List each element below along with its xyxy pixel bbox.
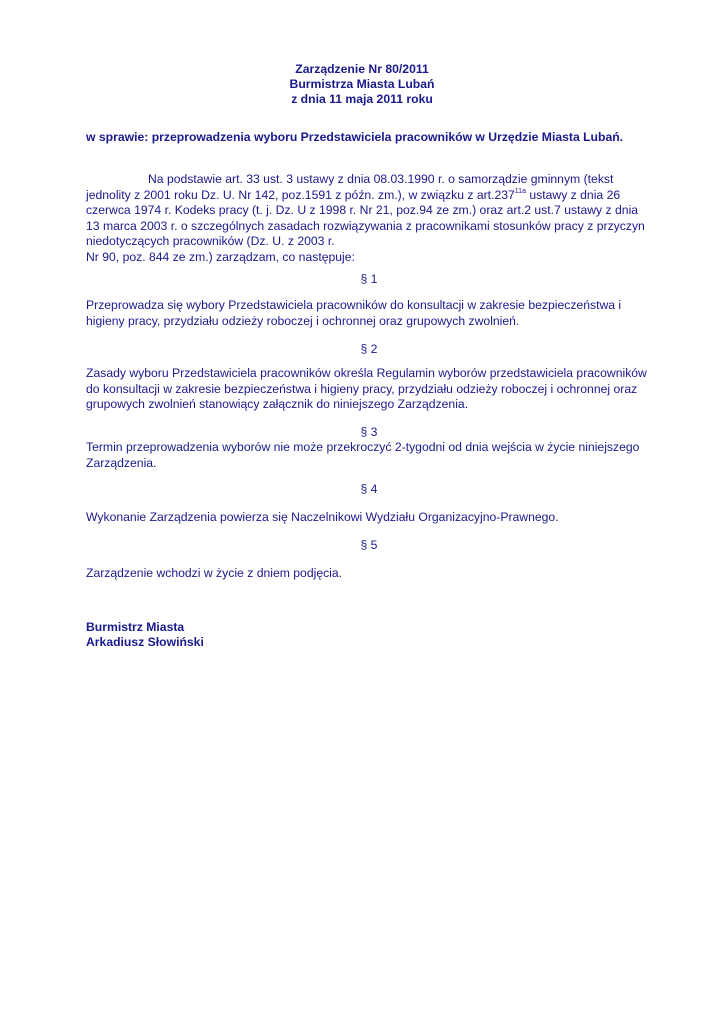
- preamble: [86, 172, 646, 265]
- section-1-text: [86, 298, 646, 329]
- section-4-text: [86, 510, 646, 526]
- section-mark-1: § 1: [360, 272, 378, 286]
- issuer: Burmistrza Miasta Lubań: [289, 77, 435, 91]
- signatory-title: Burmistrz Miasta: [86, 620, 185, 634]
- section-line: Zasady wyboru Przedstawiciela pracowników określa Regulamin wyborów przedstawiciela pracowników: [86, 366, 647, 380]
- preamble-line: czerwca 1974 r. Kodeks pracy (t. j. Dz. U z 1998 r. Nr 21, poz.94 ze zm.) oraz art.2 ust.7 ustawy z dnia: [86, 203, 639, 217]
- preamble-line: Nr 90, poz. 844 ze zm.) zarządzam, co następuje:: [86, 249, 355, 264]
- preamble-line: Na podstawie art. 33 ust. 3 ustawy z dnia 08.03.1990 r. o samorządzie gminnym (tekst: [148, 172, 614, 186]
- section-2-text: [86, 366, 646, 413]
- preamble-text: jednolity z 2001 roku Dz. U. Nr 142, poz.1591 z późn. zm.), w związku z art.237: [86, 187, 515, 202]
- section-line: Termin przeprowadzenia wyborów nie może przekroczyć 2-tygodni od dnia wejścia w życie niniejszego: [86, 440, 640, 454]
- section-line: do konsultacji w zakresie bezpieczeństwa i higieny pracy, przydziału odzieży roboczej i ochronnej oraz: [86, 381, 638, 396]
- section-3-text: [86, 440, 646, 471]
- section-mark-5: § 5: [360, 538, 378, 552]
- signatory-name: Arkadiusz Słowiński: [86, 635, 204, 649]
- preamble-line: [86, 188, 646, 204]
- section-mark-4: § 4: [360, 482, 378, 496]
- section-line: Zarządzenie wchodzi w życie z dniem podjęcia.: [86, 566, 343, 580]
- article-superscript: 11a: [514, 187, 526, 195]
- signature-block: [86, 620, 204, 650]
- section-mark-3: § 3: [360, 425, 378, 439]
- section-line: Zarządzenia.: [86, 455, 157, 470]
- section-line: grupowych zwolnień stanowiący załącznik do niniejszego Zarządzenia.: [86, 397, 469, 411]
- document-subject: w sprawie: przeprowadzenia wyboru Przedstawiciela pracowników w Urzędzie Miasta Lubań.: [86, 130, 624, 144]
- section-5-text: [86, 566, 646, 582]
- issue-date: z dnia 11 maja 2011 roku: [291, 92, 433, 106]
- section-line: Przeprowadza się wybory Przedstawiciela pracowników do konsultacji w zakresie bezpieczeństwa i: [86, 298, 622, 312]
- section-mark-2: § 2: [360, 342, 378, 356]
- document-header: [0, 62, 724, 107]
- section-line: higieny pracy, przydziału odzieży roboczej i ochronnej oraz grupowych zwolnień.: [86, 313, 520, 328]
- preamble-line: 13 marca 2003 r. o szczególnych zasadach rozwiązywania z pracownikami stosunków pracy z przyczyn: [86, 218, 645, 233]
- preamble-line: niedotyczących pracowników (Dz. U. z 2003 r.: [86, 234, 335, 248]
- ordinance-number: Zarządzenie Nr 80/2011: [295, 62, 429, 76]
- preamble-text: ustawy z dnia 26: [525, 187, 621, 202]
- section-line: Wykonanie Zarządzenia powierza się Naczelnikowi Wydziału Organizacyjno-Prawnego.: [86, 510, 559, 524]
